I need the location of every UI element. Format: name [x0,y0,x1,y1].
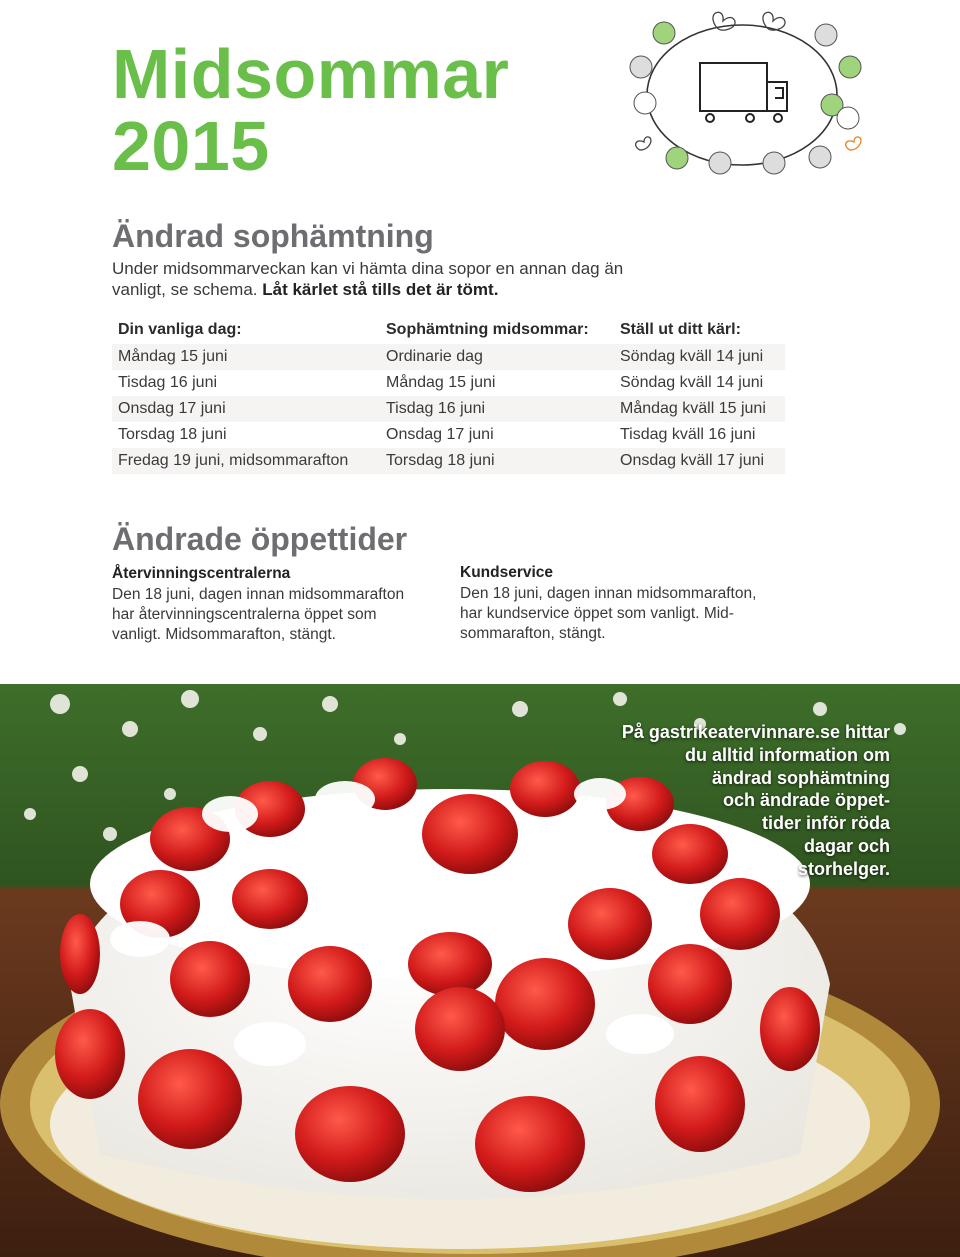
table-row [112,448,785,474]
table-cell: Måndag 15 juni [380,370,614,396]
table-cell: Onsdag 17 juni [380,422,614,448]
page-title [112,35,510,185]
header-collection-day: Sophämtning midsommar: [386,321,589,338]
header-put-out: Ställ ut ditt kärl: [620,321,741,338]
section-heading-sophamtning: Ändrad sophämtning [112,218,434,254]
recycling-centers-heading: Återvinningscentralerna [112,565,291,582]
customer-service-line: Den 18 juni, dagen innan midsommarafton, [460,585,757,602]
table-row [112,422,785,448]
title-line-2: 2015 [112,107,270,185]
recycling-line: Den 18 juni, dagen innan midsommarafton [112,586,405,603]
intro-text [112,258,632,300]
table-cell: Tisdag 16 juni [380,396,614,422]
table-cell: Tisdag 16 juni [112,370,380,396]
table-cell: Ordinarie dag [380,344,614,370]
caption-line: På gastrikeatervinnare.se hittar [621,722,890,742]
table-cell: Söndag kväll 14 juni [614,344,785,370]
intro-body: Under midsommarveckan kan vi hämta dina sopor en annan dag än vanligt, se schema. [112,259,624,299]
caption-line: dagar och [803,835,890,856]
caption-line: storhelger. [797,858,890,879]
customer-service-info [460,563,800,644]
truck-icon [700,63,787,122]
recycling-line: har återvinningscentralerna öppet som [112,606,377,623]
table-cell: Torsdag 18 juni [380,448,614,474]
table-cell: Torsdag 18 juni [112,422,380,448]
garbage-truck-illustration [620,0,870,190]
table-cell: Onsdag 17 juni [112,396,380,422]
section-heading-oppettider: Ändrade öppettider [112,521,408,557]
customer-service-line: har kundservice öppet som vanligt. Mid- [460,605,734,622]
table-cell: Onsdag kväll 17 juni [614,448,785,474]
table-cell: Söndag kväll 14 juni [614,370,785,396]
customer-service-line: sommarafton, stängt. [460,625,606,642]
table-row [112,344,785,370]
table-cell: Fredag 19 juni, midsommarafton [112,448,380,474]
table-row [112,396,785,422]
recycling-centers-info [112,564,442,645]
header-usual-day: Din vanliga dag: [118,321,242,338]
caption-line: och ändrade öppet- [722,790,890,811]
table-cell: Måndag 15 juni [112,344,380,370]
customer-service-heading: Kundservice [460,564,554,581]
table-cell: Tisdag kväll 16 juni [614,422,785,448]
title-line-1: Midsommar [112,35,510,113]
schedule-header-row [112,316,785,344]
intro-bold: Låt kärlet stå tills det är tömt. [262,280,499,299]
caption-line: tider inför röda [761,813,890,834]
table-row [112,370,785,396]
photo-caption [560,721,890,881]
caption-line: du alltid information om [685,744,890,765]
table-cell: Måndag kväll 15 juni [614,396,785,422]
caption-line: ändrad sophämtning [711,767,890,788]
recycling-line: vanligt. Midsommarafton, stängt. [112,626,336,643]
schedule-table [112,316,785,474]
